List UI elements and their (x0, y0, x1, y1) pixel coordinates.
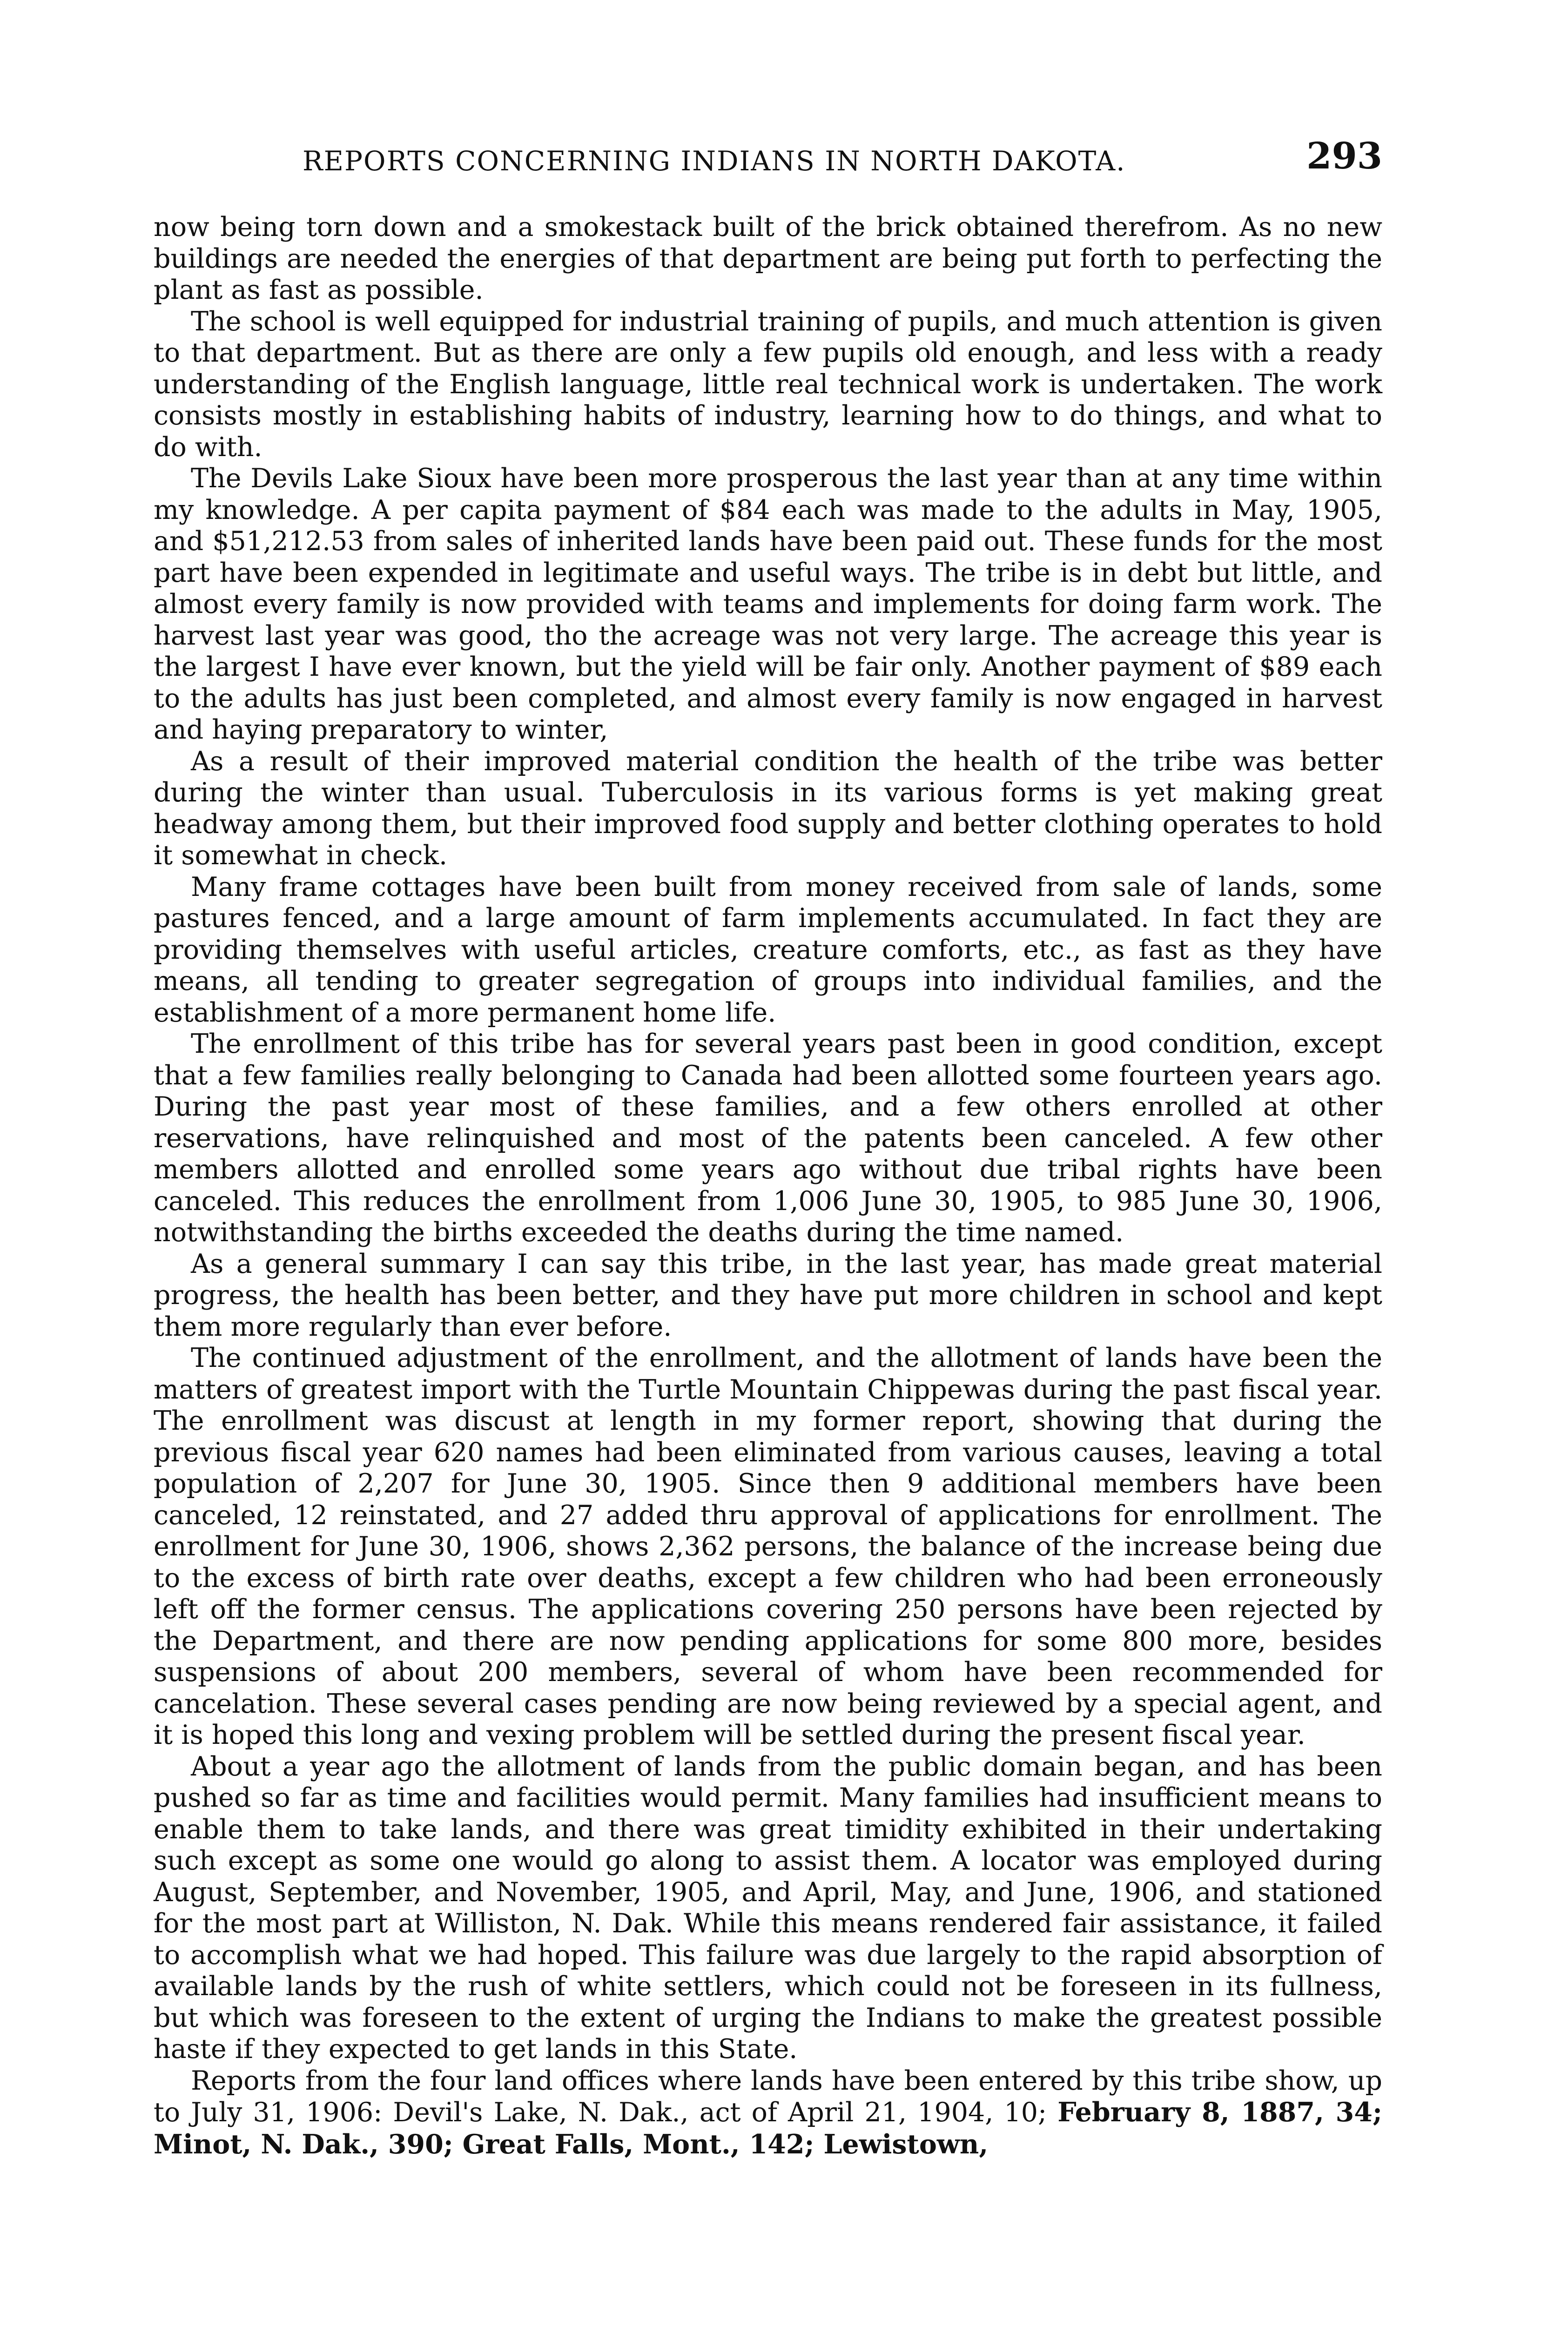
paragraph-8: The continued adjustment of the enrollment, and the allotment of lands have been the matters of greatest import with the Turtle Mountain Chippewas during the past fiscal year. The enrollment was discust at length in my former report, showing that during the previous fiscal year 620 names had been eliminated from various causes, leaving a total population of 2,207 for June 30, 1905. Since then 9 additional members have been canceled, 12 reinstated, and 27 added thru approval of applications for enrollment. The enrollment for June 30, 1906, shows 2,362 persons, the balance of the increase being due to the excess of birth rate over deaths, except a few children who had been erroneously left off the former census. The applications covering 250 persons have been rejected by the Department, and there are now pending applications for some 800 more, besides suspensions of about 200 members, several of whom have been recommended for cancelation. These several cases pending are now being reviewed by a special agent, and it is hoped this long and vexing problem will be settled during the present fiscal year. (154, 1343, 1382, 1750)
paragraph-4: As a result of their improved material condition the health of the tribe was better during the winter than usual. Tuberculosis in its various forms is yet making great headway among them, but their improved food supply and better clothing operates to hold it somewhat in check. (154, 746, 1382, 871)
paragraph-10-bold-tail: February 8, 1887, 34; Minot, N. Dak., 390; Great Falls, Mont., 142; Lewistown, (154, 2097, 1383, 2160)
running-title: REPORTS CONCERNING INDIANS IN NORTH DAKOTA. (303, 145, 1126, 177)
paragraph-7: As a general summary I can say this tribe, in the last year, has made great material progress, the health has been better, and they have put more children in school and kept them more regularly than ever before. (154, 1248, 1382, 1342)
paragraph-10-text: Reports from the four land offices where lands have been entered by this tribe show, up to July 31, 1906: Devil's Lake, N. Dak., act of April 21, 1904, 10; (154, 2065, 1382, 2128)
paragraph-5: Many frame cottages have been built from money received from sale of lands, some pastures fenced, and a large amount of farm implements accumulated. In fact they are providing themselves with useful articles, creature comforts, etc., as fast as they have means, all tending to greater segregation of groups into individual families, and the establishment of a more permanent home life. (154, 871, 1382, 1028)
paragraph-6: The enrollment of this tribe has for several years past been in good condition, except that a few families really belonging to Canada had been allotted some fourteen years ago. During the past year most of these families, and a few others enrolled at other reservations, have relinquished and most of the patents been canceled. A few other members allotted and enrolled some years ago without due tribal rights have been canceled. This reduces the enrollment from 1,006 June 30, 1905, to 985 June 30, 1906, notwithstanding the births exceeded the deaths during the time named. (154, 1029, 1382, 1248)
paragraph-1: now being torn down and a smokestack built of the brick obtained therefrom. As no new buildings are needed the energies of that department are being put forth to perfecting the plant as fast as possible. (154, 212, 1382, 305)
page-header (154, 135, 1382, 186)
paragraph-9: About a year ago the allotment of lands from the public domain began, and has been pushed so far as time and facilities would permit. Many families had insufficient means to enable them to take lands, and there was great timidity exhibited in their undertaking such except as some one would go along to assist them. A locator was employed during August, September, and November, 1905, and April, May, and June, 1906, and stationed for the most part at Williston, N. Dak. While this means rendered fair assistance, it failed to accomplish what we had hoped. This failure was due largely to the rapid absorption of available lands by the rush of white settlers, which could not be foreseen in its fullness, but which was foreseen to the extent of urging the Indians to make the greatest possible haste if they expected to get lands in this State. (154, 1751, 1382, 2065)
paragraph-2: The school is well equipped for industrial training of pupils, and much attention is given to that department. But as there are only a few pupils old enough, and less with a ready understanding of the English language, little real technical work is undertaken. The work consists mostly in establishing habits of industry, learning how to do things, and what to do with. (154, 306, 1382, 463)
page-number: 293 (1306, 135, 1382, 177)
paragraph-10 (154, 2065, 1382, 2161)
body-text (154, 212, 1382, 2160)
paragraph-3: The Devils Lake Sioux have been more prosperous the last year than at any time within my knowledge. A per capita payment of $84 each was made to the adults in May, 1905, and $51,212.53 from sales of inherited lands have been paid out. These funds for the most part have been expended in legitimate and useful ways. The tribe is in debt but little, and almost every family is now provided with teams and implements for doing farm work. The harvest last year was good, tho the acreage was not very large. The acreage this year is the largest I have ever known, but the yield will be fair only. Another payment of $89 each to the adults has just been completed, and almost every family is now engaged in harvest and haying preparatory to winter, (154, 463, 1382, 745)
